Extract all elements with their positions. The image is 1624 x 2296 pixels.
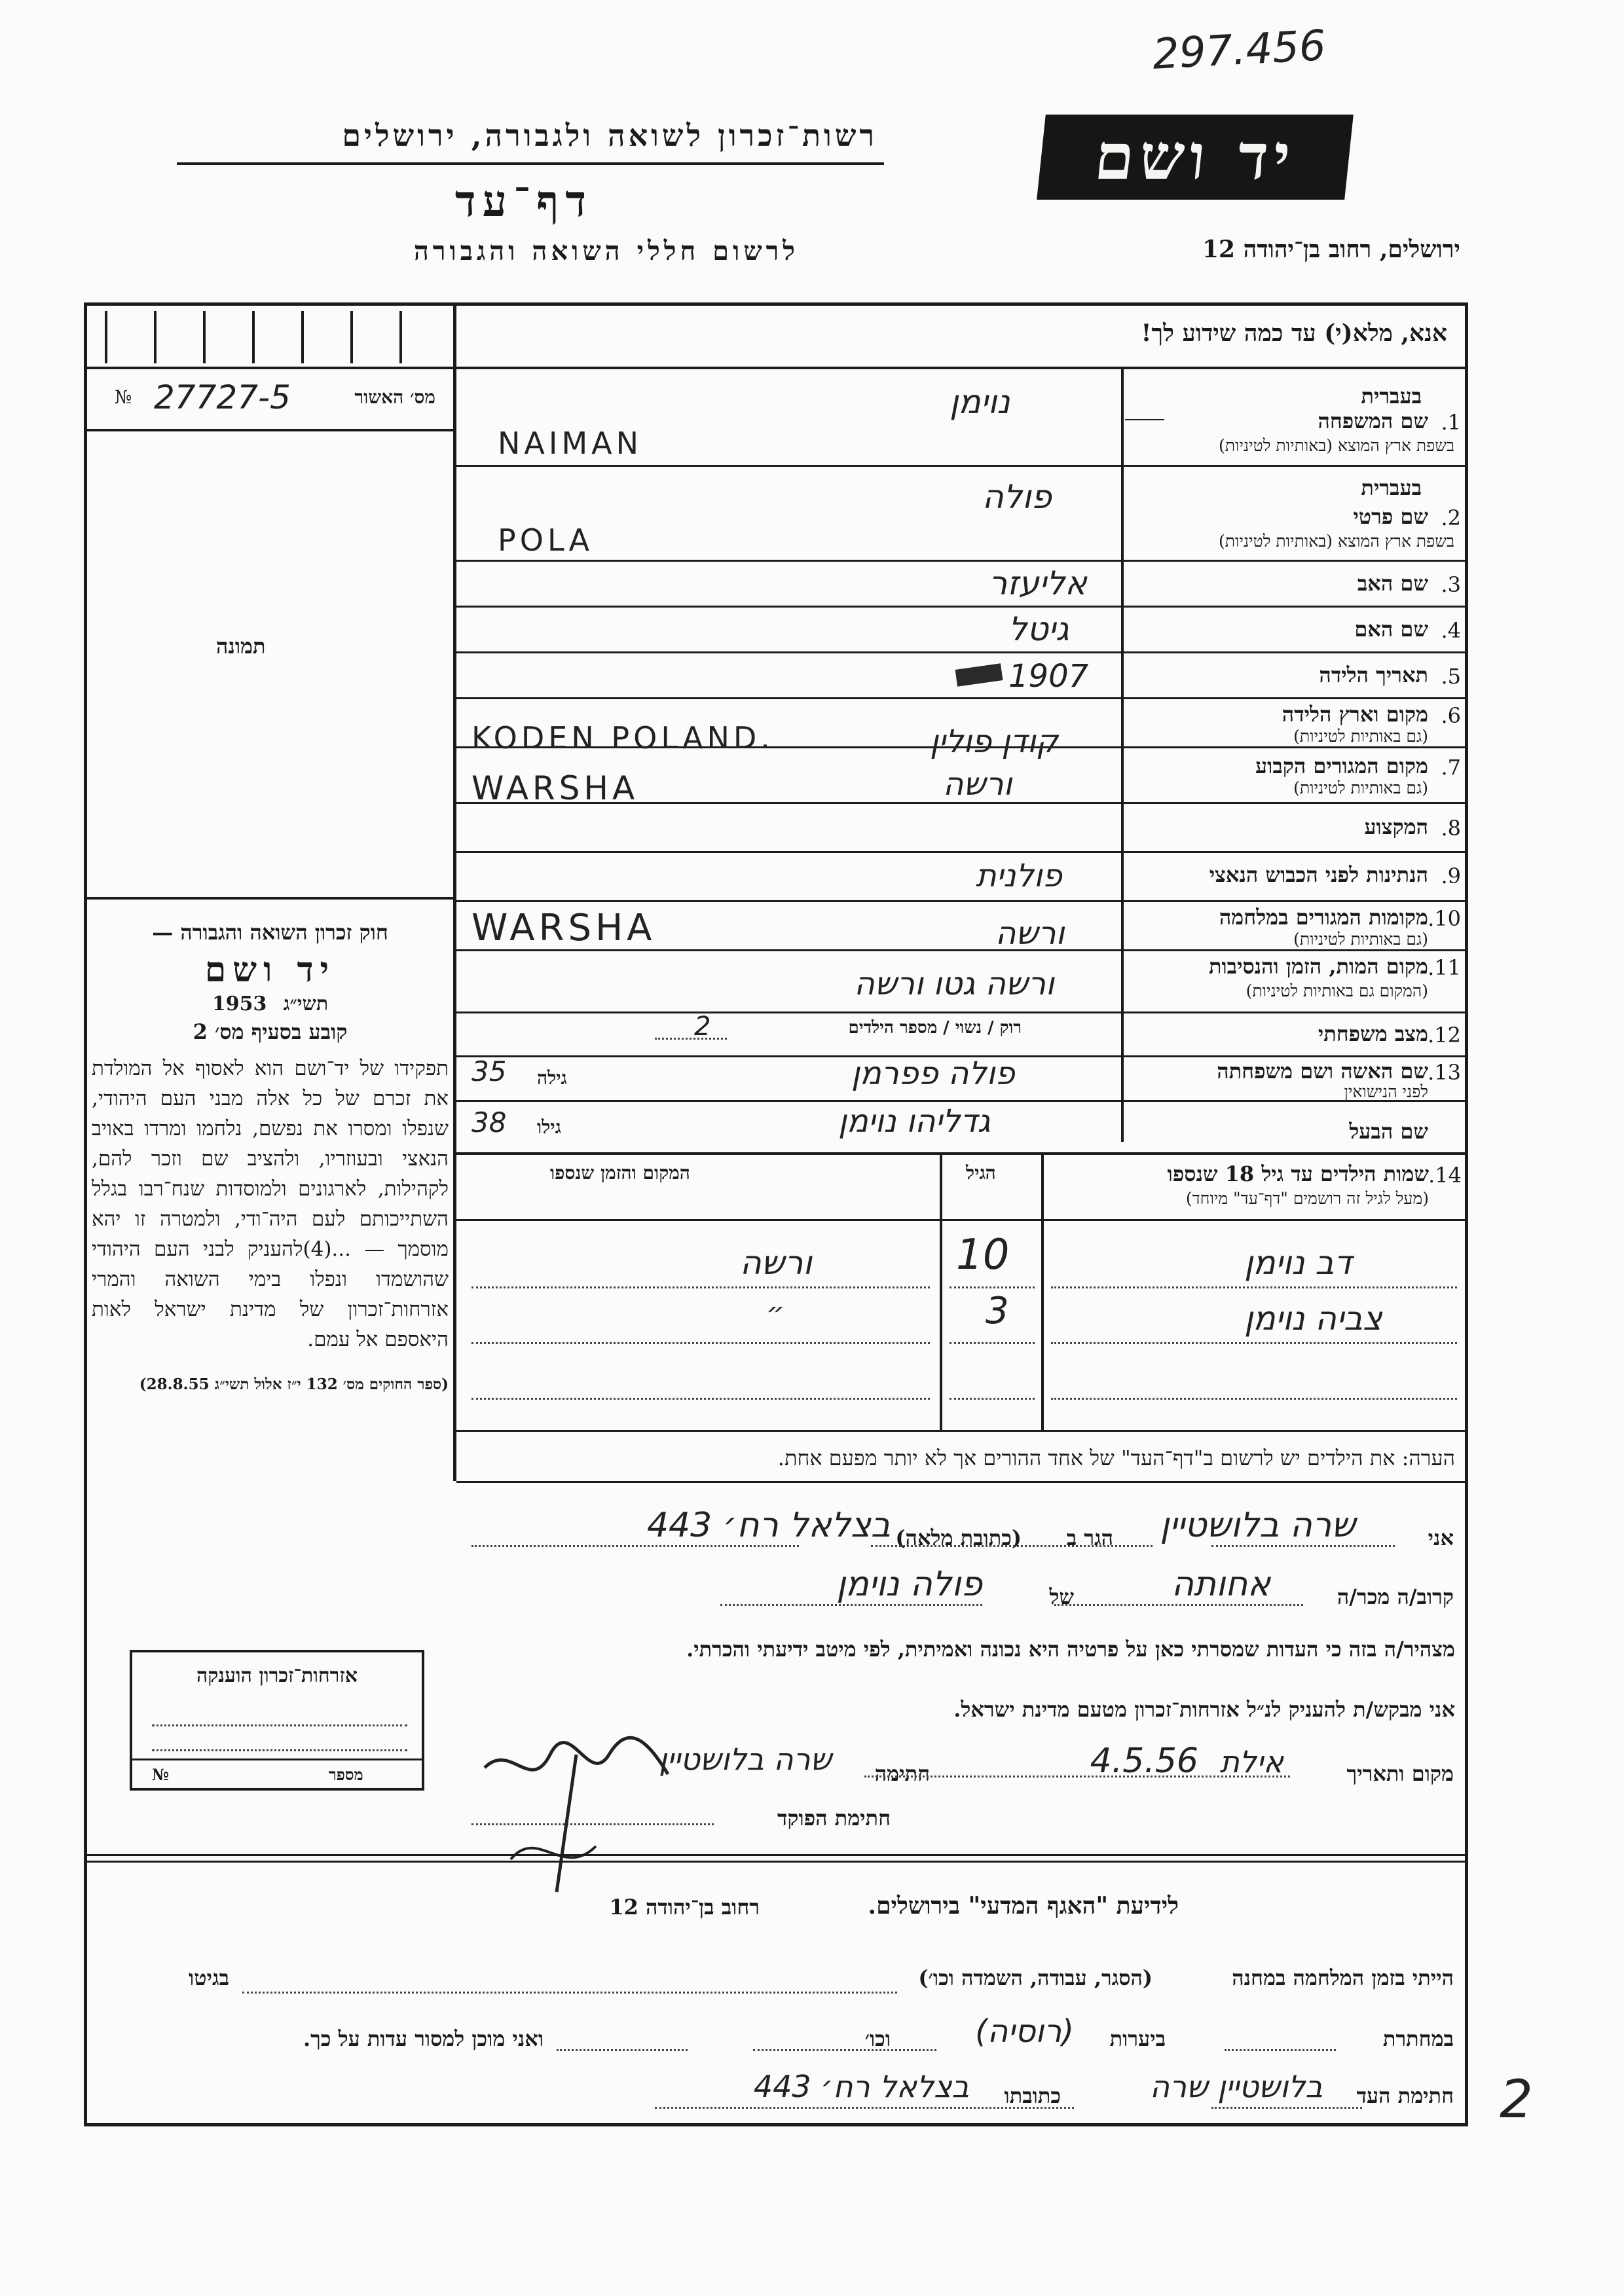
bottom-line2-b: ביערות bbox=[1109, 2026, 1166, 2051]
field-10-number: 10. bbox=[1428, 906, 1461, 931]
archive-number: 297.456 bbox=[1151, 22, 1327, 79]
field-6-number: 6. bbox=[1441, 703, 1461, 728]
field-3-number: 3. bbox=[1441, 572, 1461, 597]
field-13-label: שם האשה ושם משפחתה bbox=[1217, 1059, 1428, 1084]
field-10-label: מקומות המגורים במלחמה bbox=[1219, 905, 1428, 930]
field-12-number: 12. bbox=[1428, 1023, 1461, 1048]
field-11-sub: (המקום גם באותיות לטיניות) bbox=[1246, 981, 1428, 1000]
declaration-line-1 bbox=[458, 1506, 1454, 1558]
law-reference: (ספר החוקים מס׳ 132 י״ז אלול תשי״ג 28.8.55) bbox=[139, 1376, 449, 1393]
decl-of-name[interactable]: פולה נוימן bbox=[836, 1565, 982, 1604]
child-1-age[interactable]: 10 bbox=[956, 1231, 1010, 1279]
field-7-value-latin[interactable]: WARSHA bbox=[471, 769, 639, 807]
decl-of-label: של bbox=[1049, 1584, 1074, 1609]
law-year: 1953 bbox=[212, 993, 267, 1015]
field-10 bbox=[1124, 902, 1461, 949]
yad-vashem-logo bbox=[1037, 115, 1354, 200]
law-clause: קובע בסעיף מס׳ 2 bbox=[193, 1019, 348, 1044]
field-6 bbox=[1124, 699, 1461, 746]
field-6-value-latin[interactable]: KODEN POLAND. bbox=[471, 720, 774, 756]
children-header bbox=[1048, 1157, 1462, 1218]
field-1-number: 1. bbox=[1441, 410, 1461, 435]
ticks bbox=[85, 304, 452, 367]
field-11-value[interactable]: ורשה גטו ורשה bbox=[854, 966, 1054, 1002]
header-address: ירושלים, רחוב בן־יהודה 12 bbox=[1202, 236, 1460, 263]
field-4-value[interactable]: גיטל bbox=[1008, 610, 1069, 648]
field-8-label: המקצוע bbox=[1364, 814, 1428, 839]
decl-signature-label: חתימה bbox=[874, 1761, 930, 1786]
field-2-value-hebrew[interactable]: פולה bbox=[982, 478, 1052, 516]
field-4 bbox=[1124, 608, 1461, 651]
field-12-label: מצב משפחתי bbox=[1318, 1021, 1428, 1046]
field-1-label: שם המשפחה bbox=[1318, 409, 1428, 433]
field-13-value[interactable]: פולה פפרמן bbox=[851, 1055, 1015, 1092]
field-8-number: 8. bbox=[1441, 816, 1461, 841]
field-2-sub: בשפת ארץ המוצא (באותיות לטיניות) bbox=[1219, 532, 1454, 551]
law-year-hebrew: תשי״ג bbox=[283, 993, 329, 1015]
bottom-address: רחוב בן־יהודה 12 bbox=[609, 1895, 760, 1920]
field-13-age[interactable]: 35 bbox=[471, 1055, 507, 1087]
field-10-sub: (גם באותיות לטיניות) bbox=[1293, 930, 1428, 949]
child-2-age[interactable]: 3 bbox=[986, 1290, 1009, 1332]
field-5 bbox=[1124, 653, 1461, 697]
page-subtitle: לרשום חללי השואה והגבורה bbox=[413, 236, 799, 266]
bottom-line2-d: ואני מוכן למסור עדות על כך. bbox=[303, 2026, 544, 2051]
child-2-place[interactable]: ״ bbox=[766, 1296, 785, 1330]
bottom-line-2 bbox=[98, 2013, 1454, 2059]
children-subtitle: (מעל לגיל זה רושמים "דף־עד" מיוחד) bbox=[1185, 1189, 1429, 1208]
field-10-value-latin[interactable]: WARSHA bbox=[471, 907, 656, 949]
field-1-sub: בשפת ארץ המוצא (באותיות לטיניות) bbox=[1219, 436, 1454, 455]
field-13-age-label: גילה bbox=[537, 1067, 567, 1089]
decl-residing-label: הגר ב bbox=[1066, 1525, 1113, 1550]
children-age-header: הגיל bbox=[966, 1162, 996, 1184]
photo-label: תמונה bbox=[216, 634, 266, 659]
field-5-value[interactable]: 1907 bbox=[1008, 658, 1089, 695]
authority-underline bbox=[177, 162, 884, 165]
husband-label: שם הבעל bbox=[1349, 1119, 1428, 1144]
field-8 bbox=[1124, 804, 1461, 851]
field-4-number: 4. bbox=[1441, 618, 1461, 643]
field-6-label: מקום וארץ הלידה bbox=[1282, 702, 1428, 727]
field-11-number: 11. bbox=[1428, 955, 1461, 980]
field-6-sub: (גם באותיות לטיניות) bbox=[1293, 727, 1428, 746]
law-title: חוק זכרון השואה והגבורה — bbox=[152, 920, 388, 945]
field-2 bbox=[1124, 466, 1461, 560]
bottom-line1-b: (הסגר, עבודה, השמדה וכו׳) bbox=[918, 1965, 1153, 1990]
children-place-header: המקום והזמן שנספו bbox=[550, 1162, 690, 1184]
declaration-line-2 bbox=[458, 1565, 1454, 1617]
citizenship-title: אזרחות־זכרון הוענקה bbox=[196, 1664, 358, 1687]
decl-address-label: (כתובת מלאה) bbox=[895, 1525, 1022, 1550]
field-9-number: 9. bbox=[1441, 864, 1461, 888]
approval-label: מס׳ האשור bbox=[354, 386, 435, 408]
field-9 bbox=[1124, 853, 1461, 900]
approval-row bbox=[115, 380, 442, 419]
law-name: יד ושם bbox=[204, 950, 336, 990]
bottom-line2-c: וכו׳ bbox=[864, 2026, 891, 2051]
decl-signature[interactable]: שרה בלושטיין bbox=[658, 1741, 832, 1777]
law-body: תפקידו של יד־ושם הוא לאסוף אל המולדת את זכרם של כל אלה מבני העם היהודי, שנפלו ומסרו את נפשם, נלחמו ומרדו באויב הנאצי ובעוזריו, ולהציב שם וזכר להם, לקהילות, לארגונים ולמוסדות שנח־רבו בגלל השתייכותם לעם היה־ודי, ולמטרה זו יהא מוסמך — ...(4)להעניק לבני העם היהודי שהושמדו ונפלו בימי השואה והמרי אזרחות־זכרון של מדינת ישראל לאות היאספם אל עמם. bbox=[92, 1057, 449, 1351]
citizenship-number-prefix: № bbox=[152, 1765, 170, 1784]
bottom-line1-a: הייתי בזמן המלחמה במחנה bbox=[1232, 1965, 1454, 1990]
decl-statement: מצהיר/ה בזה כי העדות שמסרתי כאן על פרטיה היא נכונה ואמיתית, לפי מיטב ידיעתי והכרתי. bbox=[686, 1637, 1455, 1662]
decl-address[interactable]: בצלאל רח׳ 443 bbox=[646, 1506, 891, 1545]
field-1-lang: בעברית bbox=[1361, 384, 1422, 409]
child-2-name[interactable]: צביה נוימן bbox=[1244, 1300, 1382, 1338]
field-2-label: שם פרטי bbox=[1353, 504, 1428, 529]
field-7 bbox=[1124, 748, 1461, 802]
field-13 bbox=[1124, 1057, 1461, 1100]
child-1-place[interactable]: ורשה bbox=[740, 1244, 812, 1282]
child-1-name[interactable]: דב נוימן bbox=[1244, 1244, 1352, 1282]
bottom-line3-a: חתימת העד bbox=[1356, 2083, 1454, 2108]
husband-field bbox=[1124, 1102, 1461, 1152]
decl-request: אני מבקש/ת להעניק לנ״ל אזרחות־זכרון מטעם מדינת ישראל. bbox=[953, 1697, 1455, 1722]
decl-place[interactable]: אילת bbox=[1219, 1744, 1283, 1779]
note: הערה: את הילדים יש לרשום ב"דף־העד" של אחד ההורים אך לא יותר מפעם אחת. bbox=[777, 1446, 1455, 1470]
field-1-value-latin[interactable]: NAIMAN bbox=[498, 426, 643, 461]
field-7-value-hebrew[interactable]: ורשה bbox=[943, 766, 1012, 803]
field-1-value-hebrew[interactable]: נוימן bbox=[950, 383, 1010, 421]
decl-name[interactable]: שרה בלושטיין bbox=[1160, 1506, 1356, 1545]
bottom-line3-name[interactable]: בלושטיין שרה bbox=[1149, 2069, 1323, 2104]
field-12 bbox=[1124, 1013, 1461, 1055]
decl-relative-label: קרוב/ה מכר/ה bbox=[1337, 1584, 1454, 1609]
field-4-label: שם האם bbox=[1354, 617, 1428, 642]
field-5-label: תאריך הלידה bbox=[1319, 663, 1428, 687]
decl-place-date-label: מקום ותאריך bbox=[1346, 1761, 1454, 1786]
field-6-value-hebrew[interactable]: קודן פולין bbox=[930, 723, 1058, 760]
field-3 bbox=[1124, 562, 1461, 606]
field-3-value[interactable]: אליעזר bbox=[989, 564, 1087, 602]
field-2-lang: בעברית bbox=[1361, 475, 1422, 500]
bottom-line2-a: במחתרת bbox=[1382, 2026, 1454, 2051]
signature-scribble bbox=[471, 1728, 707, 1899]
citizenship-box bbox=[130, 1650, 424, 1791]
field-12-options: רוק / נשוי / מספר הילדים bbox=[848, 1018, 1022, 1038]
citizenship-number-label: מספר bbox=[329, 1765, 363, 1784]
bottom-line-1 bbox=[98, 1958, 1454, 1997]
field-7-sub: (גם באותיות לטיניות) bbox=[1293, 778, 1428, 797]
field-12-value[interactable]: 2 bbox=[694, 1011, 711, 1042]
decl-relation[interactable]: אחותה bbox=[1171, 1565, 1270, 1604]
approval-number[interactable]: 27727-5 bbox=[154, 378, 291, 416]
field-7-number: 7. bbox=[1441, 755, 1461, 780]
field-13-number: 13. bbox=[1428, 1060, 1461, 1085]
bottom-line1-c: בגיטו bbox=[189, 1965, 229, 1990]
husband-value[interactable]: גדליהו נוימן bbox=[838, 1103, 991, 1140]
bottom-line2-value[interactable]: (רוסיה) bbox=[975, 2013, 1074, 2050]
bottom-title: לידיעת "האגף המדעי" בירושלים. bbox=[868, 1892, 1179, 1920]
field-1 bbox=[1124, 371, 1461, 465]
husband-age-label: גילו bbox=[537, 1116, 561, 1138]
field-9-value[interactable]: פולנית bbox=[976, 858, 1062, 894]
decl-i-label: אני bbox=[1428, 1525, 1454, 1550]
field-13-sub: לפני הנישואין bbox=[1344, 1082, 1428, 1101]
bottom-title-row bbox=[458, 1892, 1179, 1931]
page-title: דף־עד bbox=[454, 175, 593, 227]
officer-label: חתימת הפוקד bbox=[777, 1806, 891, 1831]
bottom-line3-address[interactable]: בצלאל רח׳ 443 bbox=[753, 2069, 969, 2104]
field-7-label: מקום המגורים הקבוע bbox=[1255, 754, 1428, 778]
decl-date[interactable]: 4.5.56 bbox=[1090, 1741, 1198, 1781]
children-title: שמות הילדים עד גיל 18 שנספו bbox=[1167, 1161, 1429, 1186]
field-9-label: הנתינות לפני הכבוש הנאצי bbox=[1209, 862, 1428, 887]
field-2-value-latin[interactable]: POLA bbox=[498, 522, 594, 558]
field-11-label: מקום המות, הזמן והנסיבות bbox=[1208, 954, 1428, 979]
field-10-value-hebrew[interactable]: ורשה bbox=[995, 915, 1065, 952]
approval-prefix: № bbox=[115, 386, 132, 408]
authority-title: רשות־זכרון לשואה ולגבורה, ירושלים bbox=[342, 118, 877, 153]
law-panel bbox=[92, 920, 449, 1395]
field-5-number: 5. bbox=[1441, 664, 1461, 689]
husband-age[interactable]: 38 bbox=[471, 1106, 507, 1139]
children-number: 14. bbox=[1428, 1163, 1462, 1188]
field-3-label: שם האב bbox=[1357, 571, 1428, 596]
form-intro: אנא, מלא(י) עד כמה שידוע לך! bbox=[1141, 319, 1447, 347]
bottom-line3-b: כתובתו bbox=[1004, 2083, 1061, 2108]
field-2-number: 2. bbox=[1441, 505, 1461, 530]
logo-text: יד ושם bbox=[1091, 120, 1299, 194]
field-11 bbox=[1124, 951, 1461, 1011]
margin-mark: 2 bbox=[1500, 2069, 1533, 2130]
